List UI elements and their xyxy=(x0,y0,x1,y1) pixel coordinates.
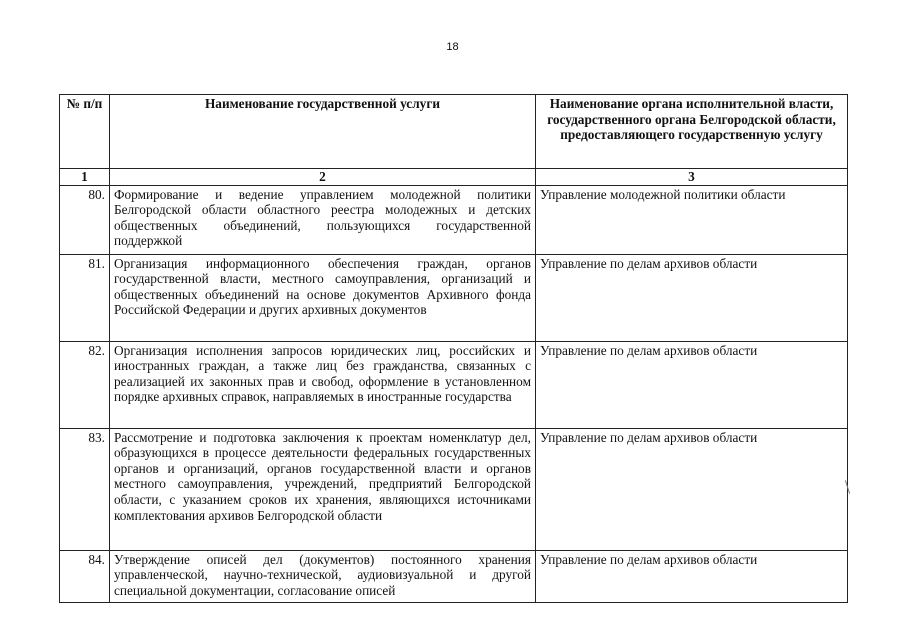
column-index-row xyxy=(60,169,848,186)
table-row xyxy=(60,428,848,550)
row-number: 80. xyxy=(60,185,110,254)
column-index-3: 3 xyxy=(536,169,848,186)
services-table xyxy=(59,94,848,603)
authority-name: Управление по делам архивов области xyxy=(536,428,848,550)
table-row xyxy=(60,254,848,341)
authority-name: Управление молодежной политики области xyxy=(536,185,848,254)
service-name: Формирование и ведение управлением молодежной политики Белгородской области областного реестра молодежных и детских общественных объединений, пользующихся государственной поддержкой xyxy=(110,185,536,254)
header-service-name: Наименование государственной услуги xyxy=(110,95,536,169)
service-name: Утверждение описей дел (документов) постоянного хранения управленческой, научно-технической, аудиовизуальной и другой специальной документации, согласование описей xyxy=(110,550,536,602)
table-row xyxy=(60,550,848,602)
header-number: № п/п xyxy=(60,95,110,169)
service-name: Организация информационного обеспечения граждан, органов государственной власти, местного самоуправления, организаций и общественных объединений на основе документов Архивного фонда Российской Федерации и других архивных документов xyxy=(110,254,536,341)
row-number: 82. xyxy=(60,341,110,428)
table-row xyxy=(60,185,848,254)
row-number: 81. xyxy=(60,254,110,341)
service-name: Рассмотрение и подготовка заключения к проектам номенклатур дел, образующихся в процессе деятельности федеральных государственных органов и организаций, органов государственной власти и органов местного самоуправления, учреждений, предприятий Белгородской области, с указанием сроков их хранения, являющихся источниками комплектования архивов Белгородской области xyxy=(110,428,536,550)
column-index-1: 1 xyxy=(60,169,110,186)
authority-name: Управление по делам архивов области xyxy=(536,341,848,428)
authority-name: Управление по делам архивов области xyxy=(536,550,848,602)
page-number: 18 xyxy=(446,41,459,53)
table-row xyxy=(60,341,848,428)
header-authority-name: Наименование органа исполнительной власти, государственного органа Белгородской области, предоставляющего государственную услугу xyxy=(536,95,848,169)
table-header-row xyxy=(60,95,848,169)
service-name: Организация исполнения запросов юридических лиц, российских и иностранных граждан, а также лиц без гражданства, связанных с реализацией их законных прав и свобод, оформление в установленном порядке архивных справок, направляемых в иностранные государства xyxy=(110,341,536,428)
authority-name: Управление по делам архивов области xyxy=(536,254,848,341)
column-index-2: 2 xyxy=(110,169,536,186)
row-number: 84. xyxy=(60,550,110,602)
row-number: 83. xyxy=(60,428,110,550)
